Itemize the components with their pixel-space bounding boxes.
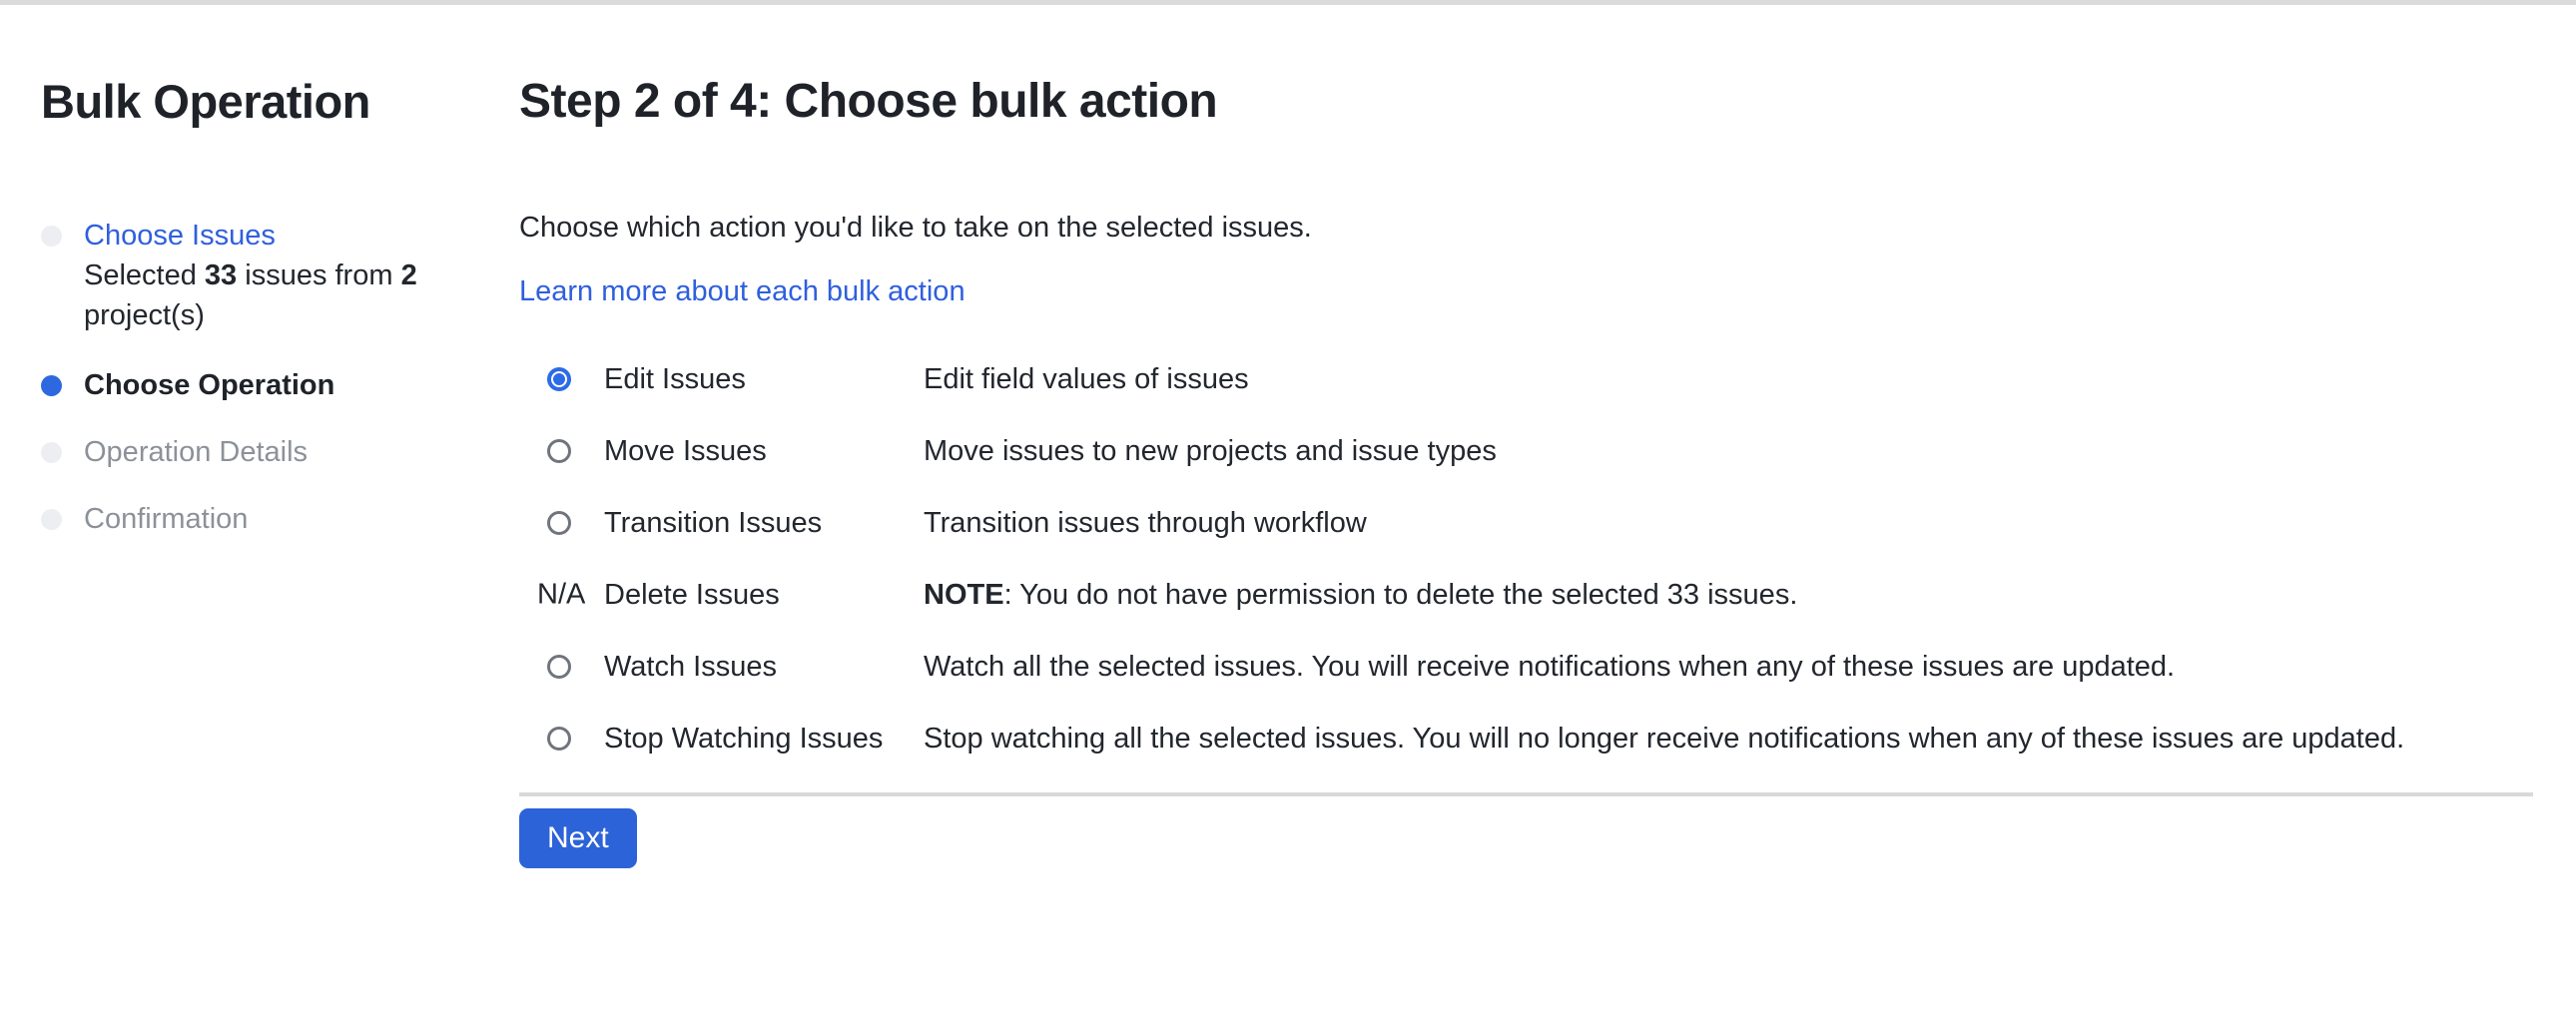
bulk-action-row-move-issues	[519, 415, 2536, 487]
step-choose-operation	[41, 365, 480, 405]
content-divider	[519, 792, 2533, 796]
radio-watch-issues[interactable]	[547, 655, 571, 679]
bulk-action-desc: Watch all the selected issues. You will receive notifications when any of these issues are updated.	[924, 650, 2176, 683]
bulk-action-row-watch-issues	[519, 631, 2536, 703]
step-choose-issues	[41, 216, 480, 335]
step-choose-issues-link[interactable]: Choose Issues	[84, 220, 276, 252]
step-heading: Step 2 of 4: Choose bulk action	[519, 75, 1218, 128]
bulk-action-desc: Move issues to new projects and issue types	[924, 434, 1497, 467]
bulk-action-label: Delete Issues	[604, 578, 780, 611]
wizard-sidebar	[41, 74, 480, 539]
page-top-border	[0, 0, 2576, 5]
bulk-action-label[interactable]: Transition Issues	[604, 506, 823, 539]
bulk-action-table	[519, 343, 2536, 774]
step-dot-active-icon	[41, 375, 62, 396]
step-dot-icon	[41, 442, 62, 463]
bulk-action-label[interactable]: Move Issues	[604, 434, 767, 467]
radio-edit-issues[interactable]	[547, 367, 571, 391]
bulk-action-label[interactable]: Edit Issues	[604, 362, 746, 395]
bulk-action-row-delete-issues	[519, 559, 2536, 631]
bulk-action-desc: Transition issues through workflow	[924, 506, 1367, 539]
step-dot-icon	[41, 509, 62, 530]
learn-more-link[interactable]: Learn more about each bulk action	[519, 275, 966, 307]
radio-transition-issues[interactable]	[547, 511, 571, 535]
step-content-panel	[519, 74, 2536, 868]
step-dot-icon	[41, 226, 62, 247]
step-choose-issues-detail: Selected 33 issues from 2 project(s)	[84, 259, 417, 331]
bulk-action-label[interactable]: Stop Watching Issues	[604, 722, 884, 755]
radio-move-issues[interactable]	[547, 439, 571, 463]
bulk-action-desc: Edit field values of issues	[924, 362, 1249, 395]
bulk-action-label[interactable]: Watch Issues	[604, 650, 777, 683]
step-intro-text: Choose which action you'd like to take on the selected issues.	[519, 212, 1312, 244]
bulk-action-row-transition-issues	[519, 487, 2536, 559]
step-operation-details	[41, 432, 480, 472]
wizard-title: Bulk Operation	[41, 75, 370, 128]
next-button[interactable]: Next	[519, 808, 637, 868]
bulk-action-desc: Stop watching all the selected issues. You will no longer receive notifications when any of these issues are updated.	[924, 722, 2405, 755]
step-choose-operation-label: Choose Operation	[84, 369, 335, 401]
step-confirmation-label: Confirmation	[84, 503, 249, 535]
step-operation-details-label: Operation Details	[84, 436, 309, 468]
bulk-action-row-stop-watching-issues	[519, 703, 2536, 774]
bulk-action-row-edit-issues	[519, 343, 2536, 415]
not-available-text: N/A	[537, 578, 586, 611]
step-tracker	[41, 216, 480, 539]
radio-stop-watching-issues[interactable]	[547, 727, 571, 751]
bulk-action-desc: NOTE: You do not have permission to delete the selected 33 issues.	[924, 578, 1798, 611]
step-confirmation	[41, 499, 480, 539]
